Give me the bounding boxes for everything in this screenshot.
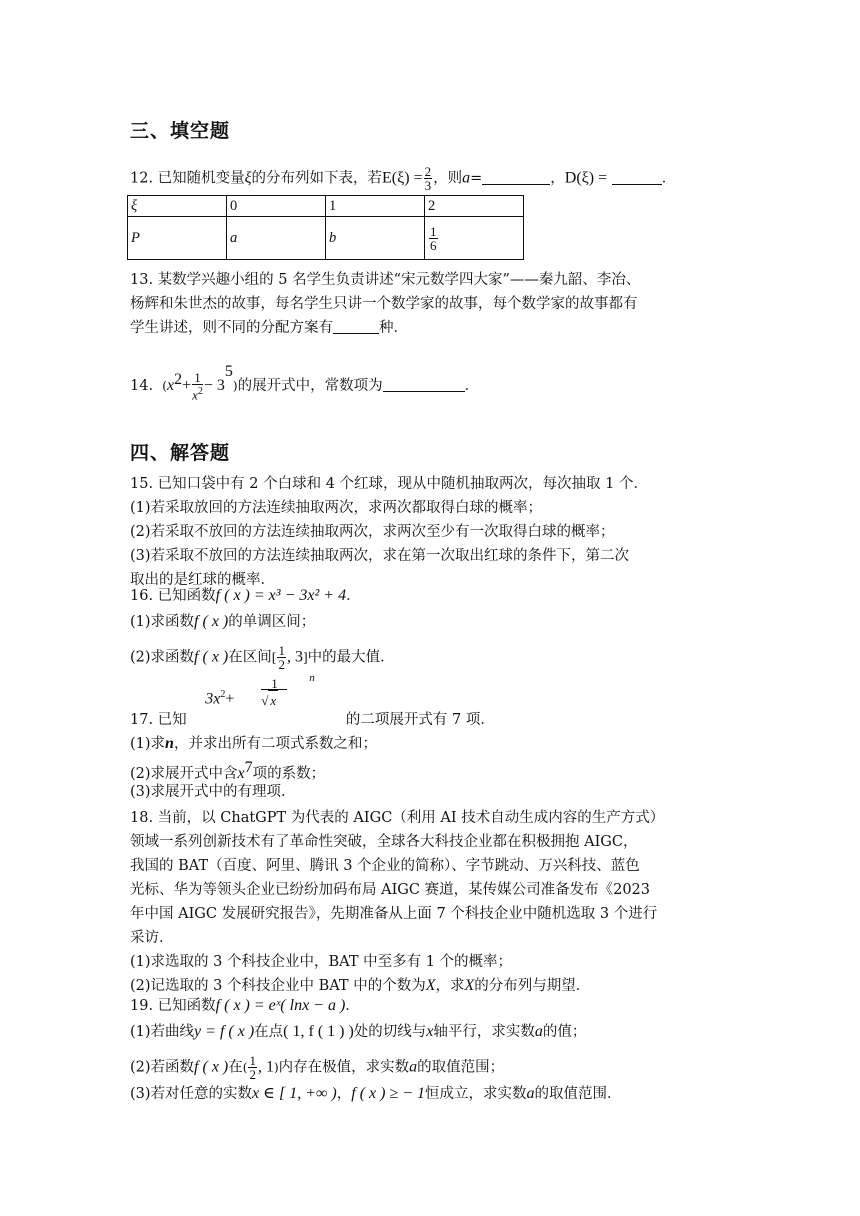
q17-sq: 2 [220,689,226,700]
q19-p3-ineq: f ( x ) ≥ − 1 [351,1085,426,1102]
q16-p2-pre: (2)求函数 [130,649,195,666]
q16-pre: 16. 已知函数 [130,588,216,604]
q18-line6: 采访． [130,930,174,946]
question-12 [130,165,676,192]
q13-line3-post: 种． [379,320,408,336]
q19-p2-mid2: 内存在极值，求实数 [278,1059,410,1076]
p2-frac-den: 6 [430,237,437,253]
q19-p1-mid2: 处的切线与 [353,1024,427,1040]
table-cell [425,217,524,260]
q16-p2-f: f ( x ) [194,648,229,666]
q12-text2: 的分布列如下表，若 [251,170,383,187]
q19-p3-post: 的取值范围． [534,1086,622,1102]
q19-pre: 19. 已知函数 [130,998,216,1014]
q12-a: a [462,169,471,187]
q17-part3: (3)求展开式中的有理项． [130,784,296,800]
q16-function: f ( x ) = x³ − 3x² + 4 [215,587,347,604]
q12-text1: 已知随机变量 [157,170,245,187]
q19-line1 [130,996,360,1016]
q17-part2 [130,758,325,784]
section-title-fill-in: 三、填空题 [130,120,231,142]
p2-frac-num: 1 [430,223,437,239]
table-cell: 1 [326,196,425,217]
q17-frac-den: √ x [261,690,278,711]
q12-comma: ， [550,170,565,187]
table-row [128,196,524,217]
q19-p2-pre: (2)若函数 [130,1059,195,1076]
q17-p1-pre: (1)求 [130,736,166,752]
q18-l8-x2: X [464,977,475,994]
q12-blank-d[interactable] [612,170,662,185]
q15-line3: (2)若采取不放回的方法连续抽取两次，求两次至少有一次取得白球的概率； [130,524,615,540]
q17-p1-n: n [165,735,174,752]
q15-line1: 15. 已知口袋中有 2 个白球和 4 个红球，现从中随机抽取两次，每次抽取 1 个． [130,476,648,492]
q19-p1-pt: ( 1, f ( 1 ) ) [283,1023,354,1040]
question-14: 14. ($x^2+$ $\frac{1}{x^2}$ − $3^5$)的展开式中，常数项为 ． [130,363,480,403]
q16-int-den: 2 [278,657,285,672]
table-cell: P [128,217,227,260]
q12-variance: D(ξ) = [564,169,608,187]
q19-p1-x: x [426,1023,434,1040]
q16-end: ． [346,588,361,604]
q13-line1: 13. 某数学兴趣小组的 5 名学生负责讲述“宋元数学四大家”——秦九韶、李冶、 [130,272,641,288]
q16-int-right: , 3 [286,648,303,666]
q14-end: ． [464,378,480,394]
q14-blank[interactable] [383,377,465,392]
q16-p1-post: 的单调区间； [228,614,316,630]
q19-p2-a: a [409,1058,418,1076]
q12-frac-num: 2 [424,164,432,179]
q14-power: 5 [224,363,233,380]
table-cell: b [326,217,425,260]
q19-p1-mid3: 轴平行，求实数 [433,1024,535,1040]
q15-line5: 取出的是红球的概率． [130,572,275,588]
q19-p2-fraction [248,1054,257,1081]
q19-part1 [130,1022,586,1042]
q17-p2-pow: 7 [244,759,253,776]
q14-fraction [192,371,203,401]
q18-l8-post: 的分布列与期望． [474,978,591,994]
q16-part2: (2)求函数f ( x )在区间[ $\frac{1}{2}$ , 3]中的最大值． [130,643,395,672]
table-cell: 0 [227,196,326,217]
q12-frac-den: 3 [424,178,432,193]
q19-p2-num: 1 [249,1053,256,1068]
q18-line3: 我国的 BAT（百度、阿里、腾讯 3 个企业的简称）、字节跳动、万兴科技、蓝色 [130,858,640,874]
q19-p3-mid2: 恒成立，求实数 [425,1086,527,1102]
q16-p1-pre: (1)求函数 [130,614,195,630]
distribution-table [127,195,524,260]
q14-number: 14. [130,378,154,394]
q19-p3-mid: ， [336,1086,352,1102]
table-cell: ξ [128,196,227,217]
q13-line2: 杨辉和朱世杰的故事，每名学生只讲一个数学家的故事，每个数学家的故事都有 [130,296,638,312]
q17-line1 [130,672,495,730]
q14-frac-den-sq: 2 [197,385,203,397]
q17-p2-x: x [237,764,245,782]
q19-function: f ( x ) = eˣ( lnx − a ) [215,997,346,1014]
q12-number: 12. [130,170,154,187]
q17-pre: 17. 已知 [130,712,187,728]
q13-line3 [130,318,408,338]
q16-p2-post: 中的最大值． [307,649,395,666]
q14-minus3: − 3 [203,377,225,394]
q16-p1-f: f ( x ) [194,613,229,630]
q16-part1 [130,612,315,632]
q17-post: 的二项展开式有 7 项． [345,712,495,728]
q18-line7: (1)求选取的 3 个科技企业中，BAT 中至多有 1 个的概率； [130,954,513,970]
q19-p2-den: 2 [249,1067,256,1082]
q19-p1-mid: 在点 [254,1024,284,1040]
q14-text: 的展开式中，常数项为 [237,378,383,394]
q19-p3-set: x ∈ [ 1, +∞ ) [252,1085,337,1102]
table-cell: 2 [425,196,524,217]
q19-p1-pre: (1)若曲线 [130,1024,195,1040]
table-row [128,217,524,260]
q12-fraction [424,165,433,192]
table-cell: a [227,217,326,260]
q19-p3-pre: (3)若对任意的实数 [130,1086,253,1102]
q12-text3: ，则 [433,170,463,187]
section-title-answer: 四、解答题 [130,442,231,464]
q16-int-num: 1 [278,643,285,658]
q19-part3 [130,1084,622,1104]
q17-expression [191,672,341,724]
q18-l8-x: X [425,977,436,994]
q17-frac-num: 1 [271,676,278,691]
q19-p2-right: , 1 [257,1058,274,1076]
q16-interval-fraction [277,644,286,671]
q19-p1-post: 的值； [542,1024,587,1040]
q16-line1 [130,586,361,606]
q19-p3-a: a [526,1085,535,1102]
q14-frac-den-x: x [192,387,198,403]
q12-eq: = [470,170,483,187]
q15-line2: (1)若采取放回的方法连续抽取两次，求两次都取得白球的概率； [130,500,543,516]
q19-p2-mid: 在 [228,1059,243,1076]
q18-l8-mid: ，求 [435,978,465,994]
q17-p2-post: 项的系数； [252,765,326,782]
q12-expectation: E(ξ) = [382,169,423,187]
q18-line1: 18. 当前，以 ChatGPT 为代表的 AIGC（利用 AI 技术自动生成内容的生产方式） [130,810,665,826]
q19-part2: (2)若函数f ( x )在( $\frac{1}{2}$ , 1)内存在极值，求实数a的取值范围； [130,1053,505,1082]
q14-plus: + [182,377,192,394]
q18-line8 [130,976,590,996]
q17-3x: 3x [205,690,221,708]
q18-line2: 领域一系列创新技术有了革命性突破，全球各大科技企业都在积极拥抱 AIGC， [130,834,638,850]
q13-line3-pre: 学生讲述，则不同的分配方案有 [130,320,333,336]
q18-l8-pre: (2)记选取的 3 个科技企业中 BAT 中的个数为 [130,978,426,994]
q12-end: ． [661,170,677,187]
q18-line4: 光标、华为等领头企业已纷纷加码布局 AIGC 赛道，某传媒公司准备发布《2023 [130,882,650,898]
q17-part1 [130,734,377,754]
q19-p2-post: 的取值范围； [417,1059,505,1076]
q18-line5: 年中国 AIGC 发展研究报告》，先期准备从上面 7 个科技企业中随机选取 3 个进行 [130,906,658,922]
q16-p2-mid: 在区间 [228,649,272,666]
q12-xi: ξ [244,169,252,187]
q19-p1-curve: y = f ( x ) [194,1023,255,1040]
q14-x: x [166,377,175,394]
q19-end: ． [345,998,360,1014]
p2-fraction [429,225,438,252]
q19-p2-f: f ( x ) [194,1058,229,1076]
q17-p1-post: ，并求出所有二项式系数之和； [173,736,377,752]
q14-sq: 2 [174,371,183,389]
q17-plus: + [225,690,235,708]
q15-line4: (3)若采取不放回的方法连续抽取两次，求在第一次取出红球的条件下，第二次 [130,548,630,564]
q12-blank-a[interactable] [482,170,550,185]
q14-frac-num: 1 [192,371,203,385]
q19-p1-a: a [534,1023,543,1040]
q13-blank[interactable] [333,319,379,334]
q17-p2-pre: (2)求展开式中含 [130,765,238,782]
q17-power: n [309,672,315,684]
